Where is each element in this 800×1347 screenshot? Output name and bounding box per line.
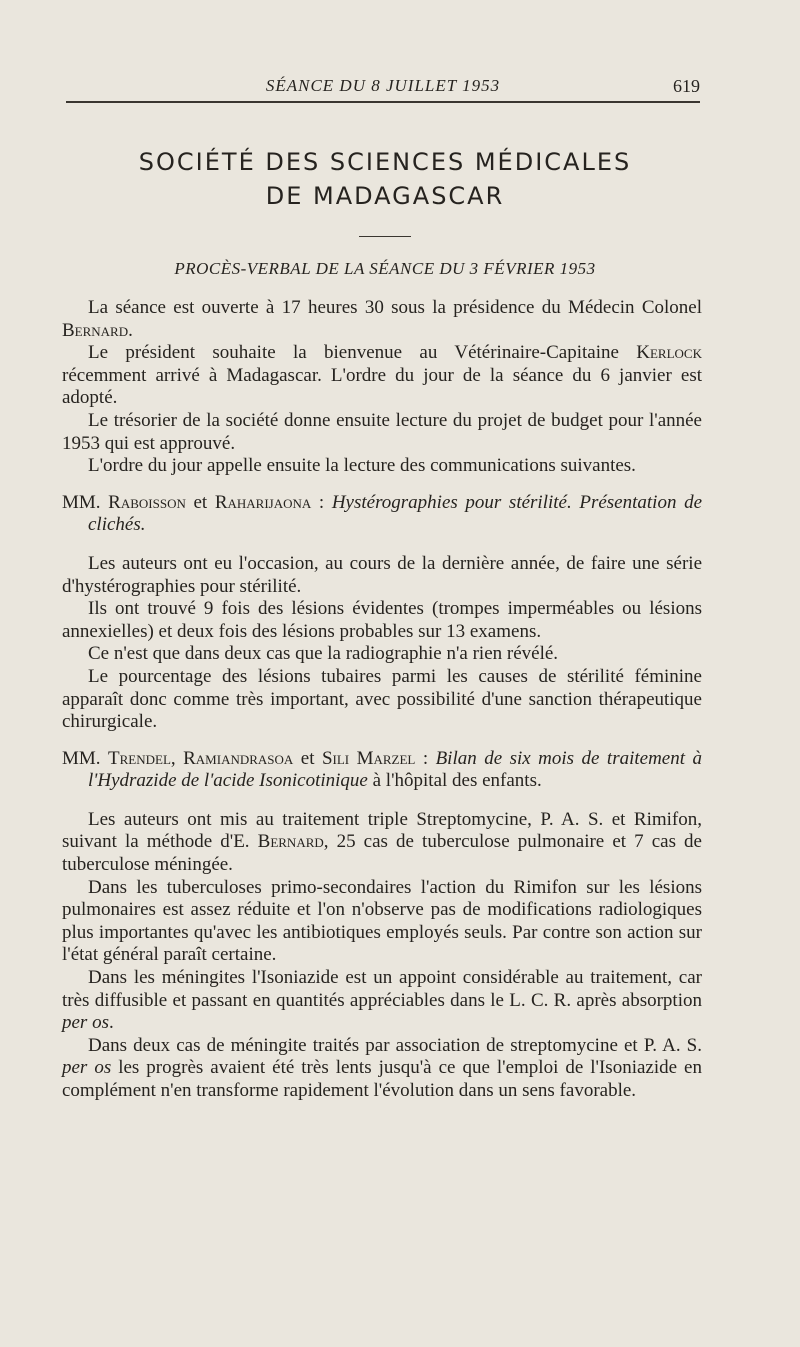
author-name: Ramiandrasoa xyxy=(183,747,294,769)
society-title xyxy=(60,145,710,213)
communication-2-paragraph-4: Dans deux cas de méningite traités par association de streptomycine et P. A. S. per os les progrès avaient été très lents jusqu'à ce que l'emploi de l'Isoniazide en complément n'en transforme rapidement l'évolution dans un sens favorable. xyxy=(62,1034,702,1101)
minutes-subtitle: PROCÈS-VERBAL DE LA SÉANCE DU 3 FÉVRIER 1953 xyxy=(174,259,596,278)
person-name: Bernard xyxy=(257,831,324,853)
communication-title: Bilan de six mois de traitement à l'Hydrazide de l'acide Isonicotinique xyxy=(88,747,702,792)
page-number: 619 xyxy=(673,76,700,96)
header-rule xyxy=(66,101,700,103)
communication-2-paragraph-3: Dans les méningites l'Isoniazide est un appoint considérable au traitement, car très diffusible et passant en quantités appréciables dans le L. C. R. après absorption per os. xyxy=(62,967,702,1034)
author-name: Trendel xyxy=(108,747,171,769)
communication-1-paragraph-2: Ils ont trouvé 9 fois des lésions évidentes (trompes imperméables ou lésions annexielles) et deux fois des lésions probables sur 13 examens. xyxy=(62,598,702,642)
person-name: Kerlock xyxy=(636,342,702,364)
running-head xyxy=(66,76,700,102)
author-name: Sili Marzel xyxy=(321,747,416,769)
author-name: Raboisson xyxy=(108,491,186,513)
communication-1-paragraph-1: Les auteurs ont eu l'occasion, au cours de la dernière année, de faire une série d'hystérographies pour stérilité. xyxy=(62,552,702,597)
running-title: SÉANCE DU 8 JUILLET 1953 xyxy=(265,76,501,95)
author-name: Raharijaona xyxy=(214,491,312,513)
communication-1-paragraph-4: Le pourcentage des lésions tubaires parmi les causes de stérilité féminine apparaît donc comme très important, avec possibilité d'une sanction thérapeutique chirurgicale. xyxy=(62,665,702,733)
intro-paragraph-4: L'ordre du jour appelle ensuite la lecture des communications suivantes. xyxy=(88,455,636,477)
intro-paragraph-2: Le président souhaite la bienvenue au Vétérinaire-Capitaine Kerlock récemment arrivé à Madagascar. L'ordre du jour de la séance du 6 janvier est adopté. xyxy=(62,342,702,409)
person-name: Bernard xyxy=(62,319,129,341)
section-divider xyxy=(359,236,411,237)
body-text xyxy=(62,297,702,1103)
communication-1-heading: MM. Raboisson et Raharijaona : Hystérographies pour stérilité. Présentation de clichés. xyxy=(62,491,703,536)
communication-2-paragraph-2: Dans les tuberculoses primo-secondaires l'action du Rimifon sur les lésions pulmonaires est assez réduite et l'on n'observe pas de modifications radiologiques plus importantes qu'avec les antibiotiques employés seuls. Par contre son action sur l'état général paraît certaine. xyxy=(62,876,702,966)
intro-paragraph-1: La séance est ouverte à 17 heures 30 sous la présidence du Médecin Colonel Bernard. xyxy=(62,297,702,341)
intro-paragraph-3: Le trésorier de la société donne ensuite lecture du projet de budget pour l'année 1953 qui est approuvé. xyxy=(62,409,702,454)
society-title-line-2: DE MADAGASCAR xyxy=(265,182,505,210)
society-title-line-1: SOCIÉTÉ DES SCIENCES MÉDICALES xyxy=(138,148,632,176)
communication-2-paragraph-1: Les auteurs ont mis au traitement triple Streptomycine, P. A. S. et Rimifon, suivant la méthode d'E. Bernard, 25 cas de tuberculose pulmonaire et 7 cas de tuberculose méningée. xyxy=(62,808,702,876)
communication-title: Hystérographies pour stérilité. Présentation de clichés. xyxy=(88,491,703,536)
communication-2-heading: MM. Trendel, Ramiandrasoa et Sili Marzel : Bilan de six mois de traitement à l'Hydrazide de l'acide Isonicotinique à l'hôpital des enfants. xyxy=(62,747,702,792)
communication-1-paragraph-3: Ce n'est que dans deux cas que la radiographie n'a rien révélé. xyxy=(88,643,559,665)
